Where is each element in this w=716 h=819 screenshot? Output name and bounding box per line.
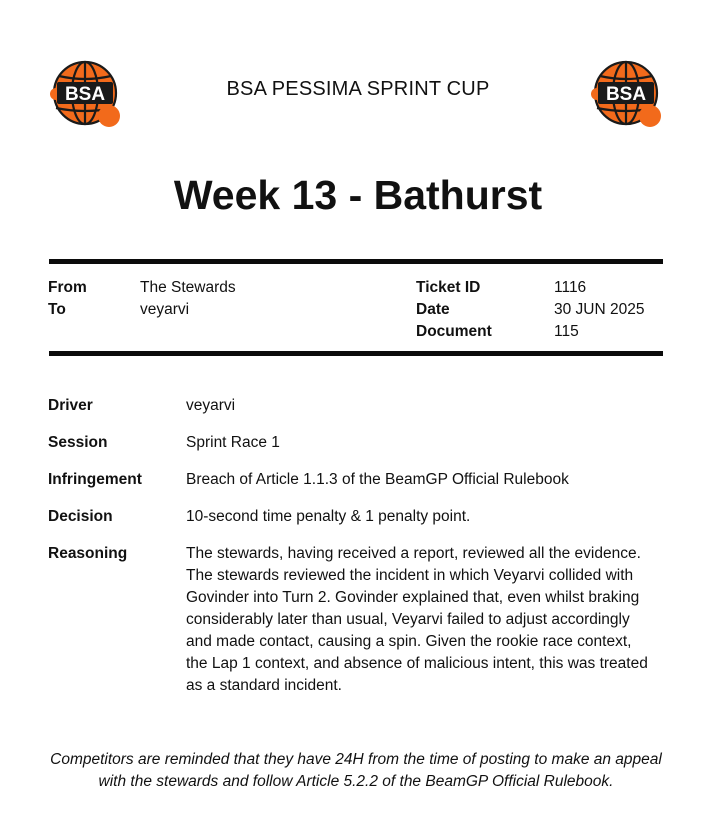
detail-value: Breach of Article 1.1.3 of the BeamGP Official Rulebook: [186, 471, 569, 488]
meta-right-values: [554, 277, 644, 343]
detail-value: The stewards, having received a report, reviewed all the evidence. The stewards reviewed the incident in which Veyarvi collided with Govinder into Turn 2. Govinder explained that, even whilst braking considerably later than usual, Veyarvi failed to adjust accordingly and made contact, causing a spin. Given the rookie race context, the Lap 1 context, and absence of malicious intent, this was treated as a standard incident.: [186, 545, 648, 694]
series-title: BSA PESSIMA SPRINT CUP: [226, 78, 490, 100]
decision-details: [48, 395, 668, 712]
from-label: From: [48, 279, 87, 296]
meta-left-labels: [48, 277, 87, 321]
divider-bottom: [49, 351, 663, 356]
detail-label: Session: [48, 434, 108, 451]
detail-row-infringement: [48, 469, 668, 491]
date-label: Date: [416, 301, 450, 318]
page-title: Week 13 - Bathurst: [173, 172, 543, 218]
from-value: The Stewards: [140, 279, 236, 296]
divider-top: [49, 259, 663, 264]
ticket-id-label: Ticket ID: [416, 279, 481, 296]
svg-text:BSA: BSA: [605, 84, 647, 105]
detail-row-reasoning: [48, 543, 668, 697]
detail-row-decision: [48, 506, 668, 528]
detail-row-driver: [48, 395, 668, 417]
appeal-notice: Competitors are reminded that they have 24H from the time of posting to make an appeal with the stewards and follow Article 5.2.2 of the BeamGP Official Rulebook.: [50, 751, 662, 790]
date-value: 30 JUN 2025: [554, 301, 645, 318]
document-label: Document: [416, 323, 492, 340]
detail-label: Infringement: [48, 471, 142, 488]
detail-label: Decision: [48, 508, 113, 525]
detail-value: 10-second time penalty & 1 penalty point.: [186, 508, 471, 525]
detail-row-session: [48, 432, 668, 454]
svg-text:BSA: BSA: [64, 84, 106, 105]
detail-value: veyarvi: [186, 397, 236, 414]
detail-label: Driver: [48, 397, 93, 414]
to-value: veyarvi: [140, 301, 190, 318]
meta-left-values: [140, 277, 236, 321]
to-label: To: [48, 301, 66, 318]
meta-right-labels: [416, 277, 492, 343]
ticket-id-value: 1116: [554, 279, 587, 296]
document-value: 115: [554, 323, 579, 340]
detail-value: Sprint Race 1: [186, 434, 280, 451]
detail-label: Reasoning: [48, 545, 128, 562]
